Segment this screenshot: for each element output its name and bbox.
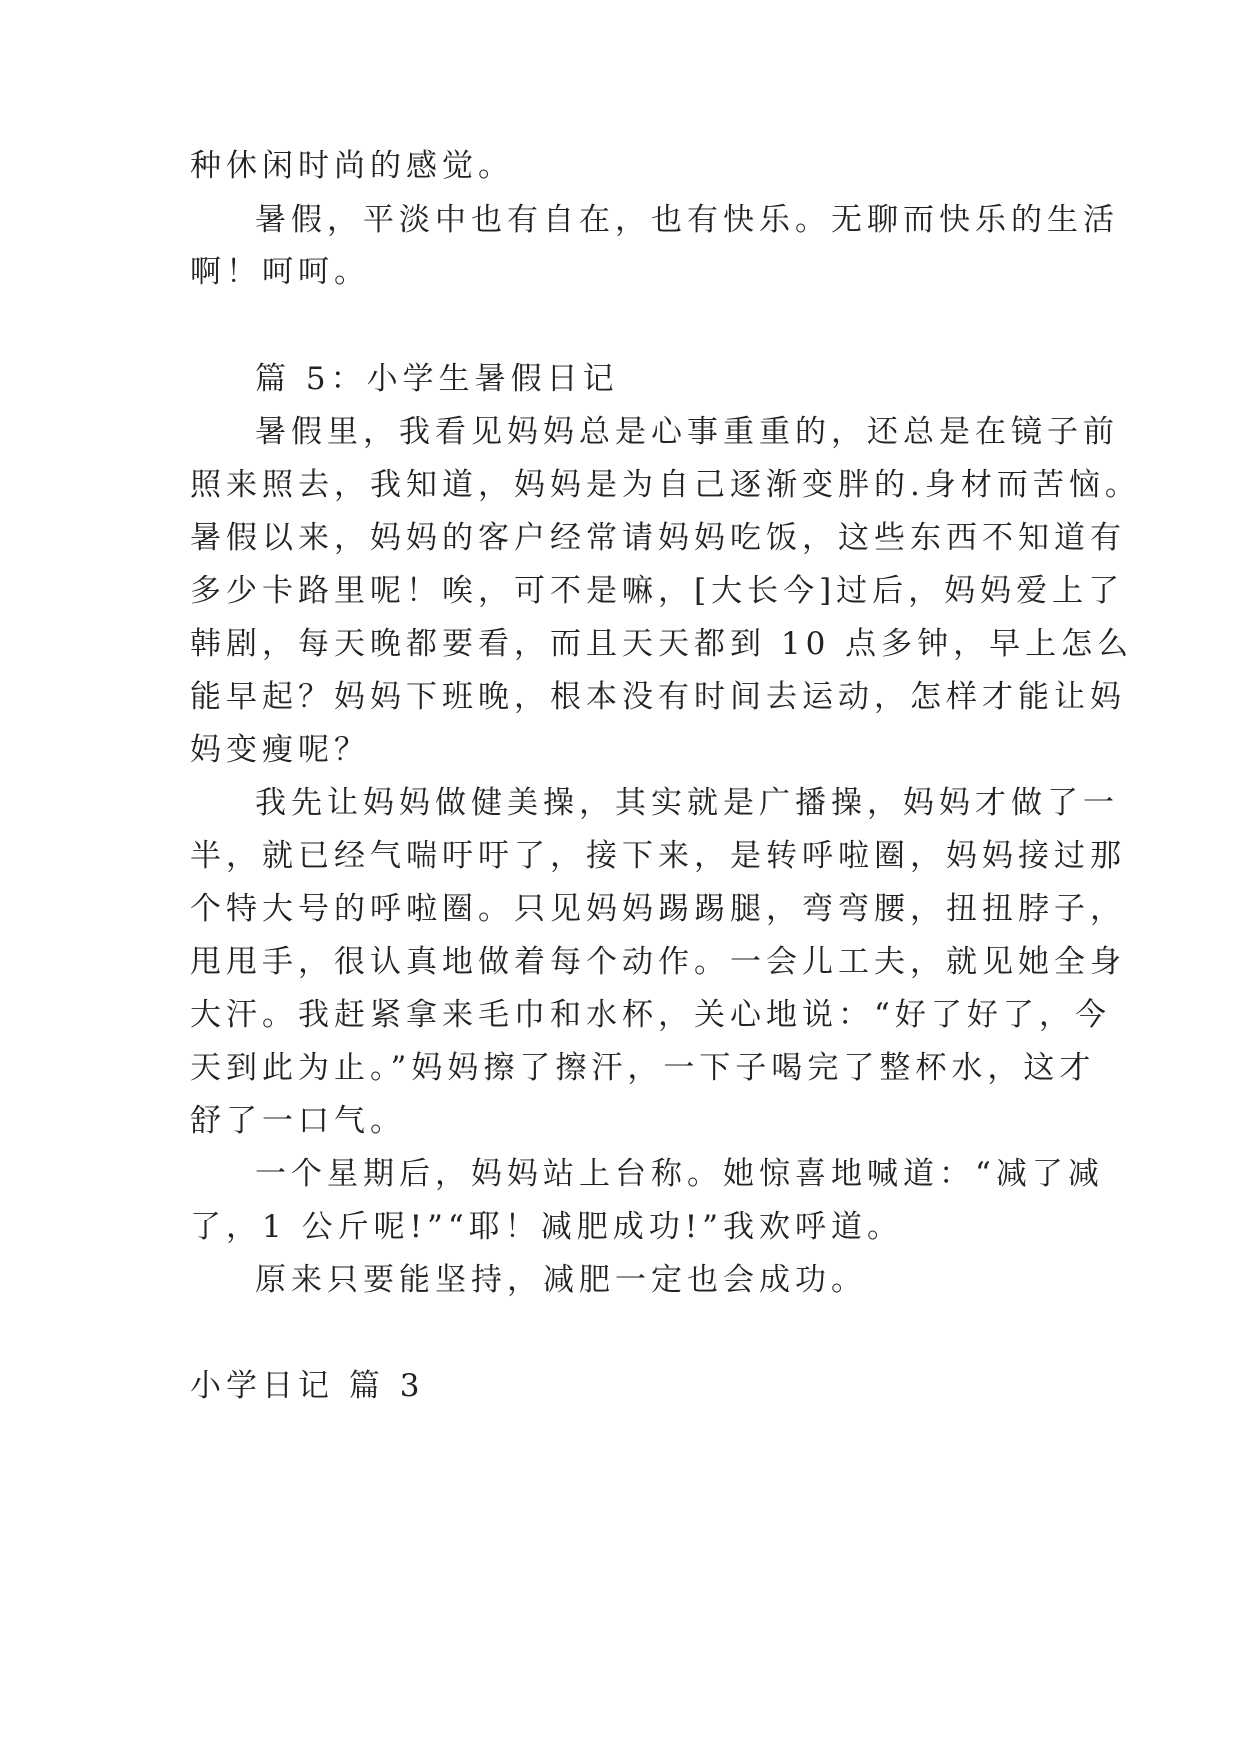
paragraph-first-line: 一个星期后，妈妈站上台称。她惊喜地喊道：“减了减 — [255, 1156, 1104, 1192]
text-line: 能早起？妈妈下班晚，根本没有时间去运动，怎样才能让妈 — [190, 679, 1126, 715]
text-line: 韩剧，每天晚都要看，而且天天都到 10 点多钟，早上怎么 — [190, 626, 1134, 662]
text-line: 了，1 公斤呢!”“耶！减肥成功!”我欢呼道。 — [190, 1209, 904, 1245]
text-line: 照来照去，我知道，妈妈是为自己逐渐变胖的.身材而苦恼。 — [190, 467, 1141, 503]
text-line: 舒了一口气。 — [190, 1103, 406, 1139]
text-line: 甩甩手，很认真地做着每个动作。一会儿工夫，就见她全身 — [190, 944, 1126, 980]
paragraph-first-line: 我先让妈妈做健美操，其实就是广播操，妈妈才做了一 — [255, 785, 1119, 821]
section-heading: 篇 5：小学生暑假日记 — [255, 361, 619, 397]
text-line: 半，就已经气喘吁吁了，接下来，是转呼啦圈，妈妈接过那 — [190, 838, 1126, 874]
text-line: 天到此为止。”妈妈擦了擦汗，一下子喝完了整杯水，这才 — [190, 1050, 1096, 1086]
text-line: 妈变瘦呢？ — [190, 732, 370, 768]
text-line: 种休闲时尚的感觉。 — [190, 148, 514, 184]
text-line: 暑假以来，妈妈的客户经常请妈妈吃饭，这些东西不知道有 — [190, 520, 1126, 556]
paragraph-first-line: 暑假，平淡中也有自在，也有快乐。无聊而快乐的生活 — [255, 202, 1119, 238]
section-title: 小学日记 篇 3 — [190, 1368, 425, 1404]
paragraph-first-line: 暑假里，我看见妈妈总是心事重重的，还总是在镜子前 — [255, 414, 1119, 450]
text-line: 大汗。我赶紧拿来毛巾和水杯，关心地说：“好了好了，今 — [190, 997, 1111, 1033]
text-line: 个特大号的呼啦圈。只见妈妈踢踢腿，弯弯腰，扭扭脖子， — [190, 891, 1126, 927]
paragraph-first-line: 原来只要能坚持，减肥一定也会成功。 — [255, 1262, 867, 1298]
text-line: 多少卡路里呢！唉，可不是嘛，[大长今]过后，妈妈爱上了 — [190, 573, 1125, 609]
text-line: 啊！呵呵。 — [190, 254, 370, 290]
